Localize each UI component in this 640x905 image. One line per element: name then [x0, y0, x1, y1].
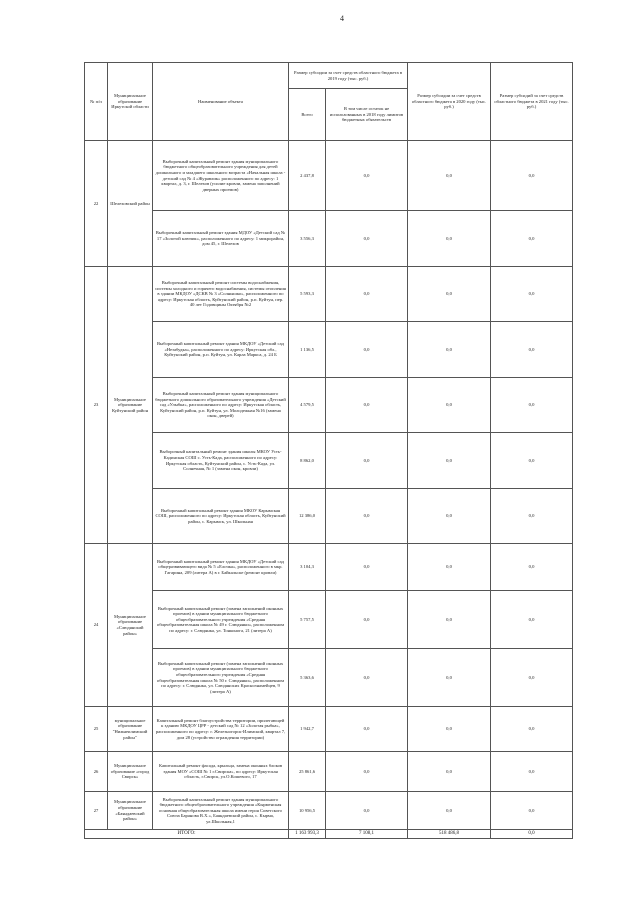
subsidy-2021: 0,0 [491, 267, 573, 322]
object-name: Выборочный капитальный ремонт (замена заполнений оконных проемов) в здании муниципального бюджетного общеобразовательного учреждения «Средняя общеобразовательная школа № 50 г. Слюдянки», расположенном по адресу: г. Слюдянка, ул. Слюдянских Краснознамейцев, 9 (литера А) [153, 649, 289, 707]
subsidy-2019-total: 2 437,8 [289, 141, 326, 211]
table-row [85, 141, 573, 211]
subsidy-2019-included: 0,0 [326, 489, 408, 544]
row-number: 25 [85, 707, 108, 752]
object-name: Выборочный капитальный ремонт здания муниципального бюджетного общеобразовательного учреждения для детей дошкольного и младшего школьного возраста «Начальная школа - детский сад № 4 «Журавлик» расположенного по адресу: 1 квартал, д. 3, г. Шелехов (усилие кровли, замена заполнений дверных проемов) [153, 141, 289, 211]
subsidy-2019-total: 4 579,5 [289, 378, 326, 433]
subsidy-2019-included: 0,0 [326, 141, 408, 211]
table-row [85, 433, 573, 489]
subsidy-2021: 0,0 [491, 591, 573, 649]
subsidy-2021: 0,0 [491, 649, 573, 707]
subsidy-2019-included: 0,0 [326, 322, 408, 378]
row-number: 23 [85, 267, 108, 544]
header-number: № п/п [85, 63, 108, 141]
table-row [85, 211, 573, 267]
subsidy-2019-included: 0,0 [326, 267, 408, 322]
object-name: Капитальный ремонт благоустройства территории, прилегающей к зданию МКДОУ ЦРР - детский сад № 12 «Золотая рыбка», расположенного по адресу: г. Железногорск-Илимский, квартал 7, дом 28 (устройство ограждения территории) [153, 707, 289, 752]
subsidy-2019-included: 0,0 [326, 544, 408, 591]
object-name: Выборочный капитальный ремонт здания МКОУ Карымская СОШ, расположенного по адресу: Иркутская область, Куйтунский район, с. Карымск, ул. Школьная [153, 489, 289, 544]
subsidy-2021: 0,0 [491, 141, 573, 211]
row-number: 26 [85, 752, 108, 792]
subsidy-2021: 0,0 [491, 489, 573, 544]
table-body [85, 141, 573, 830]
subsidy-2020: 0,0 [408, 378, 491, 433]
subsidy-2019-included: 0,0 [326, 707, 408, 752]
subsidy-2020: 0,0 [408, 649, 491, 707]
subsidy-2021: 0,0 [491, 707, 573, 752]
object-name: Выборочный капитальный ремонт здания муниципального бюджетного общеобразовательного учреждения «Кырменская основная общеобразовательная школа имени героя Советского Союза Баранова В.Х.», Баяндаевский район, с. Кырма, ул.Школьная,1 [153, 792, 289, 830]
subsidy-2019-total: 3 104,3 [289, 544, 326, 591]
object-name: Выборочный капитальный ремонт здания МКДОУ «Детский сад общеразвивающего вида № 5 «Елочка», расположенного в мкр. Гагарина, 209 (литера А) в г. Байкальске (ремонт кровли) [153, 544, 289, 591]
subsidy-2020: 0,0 [408, 544, 491, 591]
subsidy-2020: 0,0 [408, 267, 491, 322]
subsidy-2021: 0,0 [491, 544, 573, 591]
subsidy-2019-included: 0,0 [326, 591, 408, 649]
table-row [85, 378, 573, 433]
subsidy-2019-included: 0,0 [326, 649, 408, 707]
subsidy-2020: 0,0 [408, 141, 491, 211]
subsidy-2019-total: 12 386,0 [289, 489, 326, 544]
row-number: 24 [85, 544, 108, 707]
subsidy-2021: 0,0 [491, 211, 573, 267]
subsidy-2020: 0,0 [408, 707, 491, 752]
table-row [85, 792, 573, 830]
subsidy-2019-total: 5 363,6 [289, 649, 326, 707]
table-row [85, 752, 573, 792]
subsidy-2019-total: 5 757,5 [289, 591, 326, 649]
table-row [85, 322, 573, 378]
subsidy-2020: 0,0 [408, 489, 491, 544]
table-row [85, 707, 573, 752]
header-2019-total: Всего [289, 89, 326, 141]
subsidy-2021: 0,0 [491, 322, 573, 378]
subsidy-2019-included: 0,0 [326, 211, 408, 267]
subsidy-2019-included: 0,0 [326, 792, 408, 830]
table-row [85, 591, 573, 649]
object-name: Выборочный капитальный ремонт здания МДОУ «Детский сад № 17 «Золотой ключик», расположенного по адресу: 1 микрорайон, дом 45, г. Шелехов [153, 211, 289, 267]
subsidy-2019-total: 25 861,6 [289, 752, 326, 792]
subsidy-2020: 0,0 [408, 752, 491, 792]
subsidy-2019-included: 0,0 [326, 433, 408, 489]
totals-label: ИТОГО: [85, 830, 289, 839]
table-row [85, 489, 573, 544]
subsidy-2019-total: 8 862,0 [289, 433, 326, 489]
subsidy-2019-total: 3 556,3 [289, 211, 326, 267]
table-header [85, 63, 573, 141]
totals-2019-total: 1 163 993,3 [289, 830, 326, 839]
municipality-name: Муниципальное образование «Баяндаевский район» [108, 792, 153, 830]
object-name: Выборочный капитальный ремонт здания школы МКОУ Усть-Кадинская СОШ с. Усть-Када, расположенного по адресу: Иркутская область, Куйтунский район, с. Усть-Када, ул. Солнечная, № 1 (замена окон, кровли) [153, 433, 289, 489]
subsidy-2019-total: 1 942,7 [289, 707, 326, 752]
subsidy-2020: 0,0 [408, 322, 491, 378]
header-municipality: Муниципальное образование Иркутской области [108, 63, 153, 141]
subsidy-2021: 0,0 [491, 792, 573, 830]
subsidy-2020: 0,0 [408, 792, 491, 830]
row-number: 22 [85, 141, 108, 267]
subsidy-2021: 0,0 [491, 378, 573, 433]
object-name: Выборочный капитальный ремонт (замена заполнений оконных проемов) в здании муниципального бюджетного общеобразовательного учреждения «Средняя общеобразовательная школа № 49 г. Слюдянки», расположенном по адресу: г. Слюдянка, ул. Тонконога, 21 (литера А) [153, 591, 289, 649]
subsidy-2019-total: 10 956,5 [289, 792, 326, 830]
totals-2021: 0,0 [491, 830, 573, 839]
totals-row [85, 830, 573, 839]
subsidy-2020: 0,0 [408, 211, 491, 267]
table-row [85, 649, 573, 707]
object-name: Выборочный капитальный ремонт здания муниципального бюджетного дошкольного образовательного учреждения «Детский сад «Улыбка», расположенного по адресу: Иркутская область, Куйтунский район, р.п. Куйтун, ул. Молодежная №16 (замена окон, дверей) [153, 378, 289, 433]
table-row [85, 544, 573, 591]
object-name: Выборочный капитальный ремонт системы водоснабжения, системы холодного и горячего водоснабжения, системы отопления в здании МКДОУ «ДСКВ № 3 «Солнышко», расположенного по адресу: Иркутская область, Куйтунский район, р.п. Куйтун, пер. 40 лет Годовщины Октября №2 [153, 267, 289, 322]
subsidy-2019-total: 5 593,3 [289, 267, 326, 322]
subsidy-2021: 0,0 [491, 433, 573, 489]
totals-2019-included: 7 108,1 [326, 830, 408, 839]
row-number: 27 [85, 792, 108, 830]
subsidy-2019-total: 1 136,5 [289, 322, 326, 378]
subsidy-2019-included: 0,0 [326, 752, 408, 792]
header-2019-group: Размер субсидии за счет средств областного бюджета в 2019 году (тыс. руб.) [289, 63, 408, 89]
page-mark: 4 [340, 14, 344, 23]
subsidy-2020: 0,0 [408, 433, 491, 489]
municipality-name: Муниципальное образование «Слюдянский район» [108, 544, 153, 707]
municipality-name: Муниципальное образование «город Свирск» [108, 752, 153, 792]
object-name: Выборочный капитальный ремонт здания МКДОУ «Детский сад «Незабудка», расположенного по адресу: Иркутская обл., Куйтунский район, р.п. Куйтун, ул. Карла Маркса, д. 24 Б [153, 322, 289, 378]
totals-2020: 518 486,8 [408, 830, 491, 839]
table-row [85, 267, 573, 322]
subsidy-2021: 0,0 [491, 752, 573, 792]
subsidy-table [84, 62, 573, 839]
municipality-name: муниципальное образование "Нижнеилимский район" [108, 707, 153, 752]
subsidy-2019-included: 0,0 [326, 378, 408, 433]
object-name: Капитальный ремонт фасада, крыльца, замена оконных блоков здания МОУ «СОШ № 1 г.Свирска», по адресу: Иркутская область, г.Свирск, ул.О.Кошевого, 17 [153, 752, 289, 792]
header-object: Наименование объекта [153, 63, 289, 141]
header-2021: Размер субсидий за счет средств областного бюджета в 2021 году (тыс. руб.) [491, 63, 573, 141]
municipality-name: Шелеховский район [108, 141, 153, 267]
header-2019-included: В том числе остаток не использованных в 2018 году лимитов бюджетных обязательств [326, 89, 408, 141]
municipality-name: Муниципальное образование Куйтунский район [108, 267, 153, 544]
header-2020: Размер субсидии за счет средств областного бюджета в 2020 году (тыс. руб.) [408, 63, 491, 141]
subsidy-2020: 0,0 [408, 591, 491, 649]
